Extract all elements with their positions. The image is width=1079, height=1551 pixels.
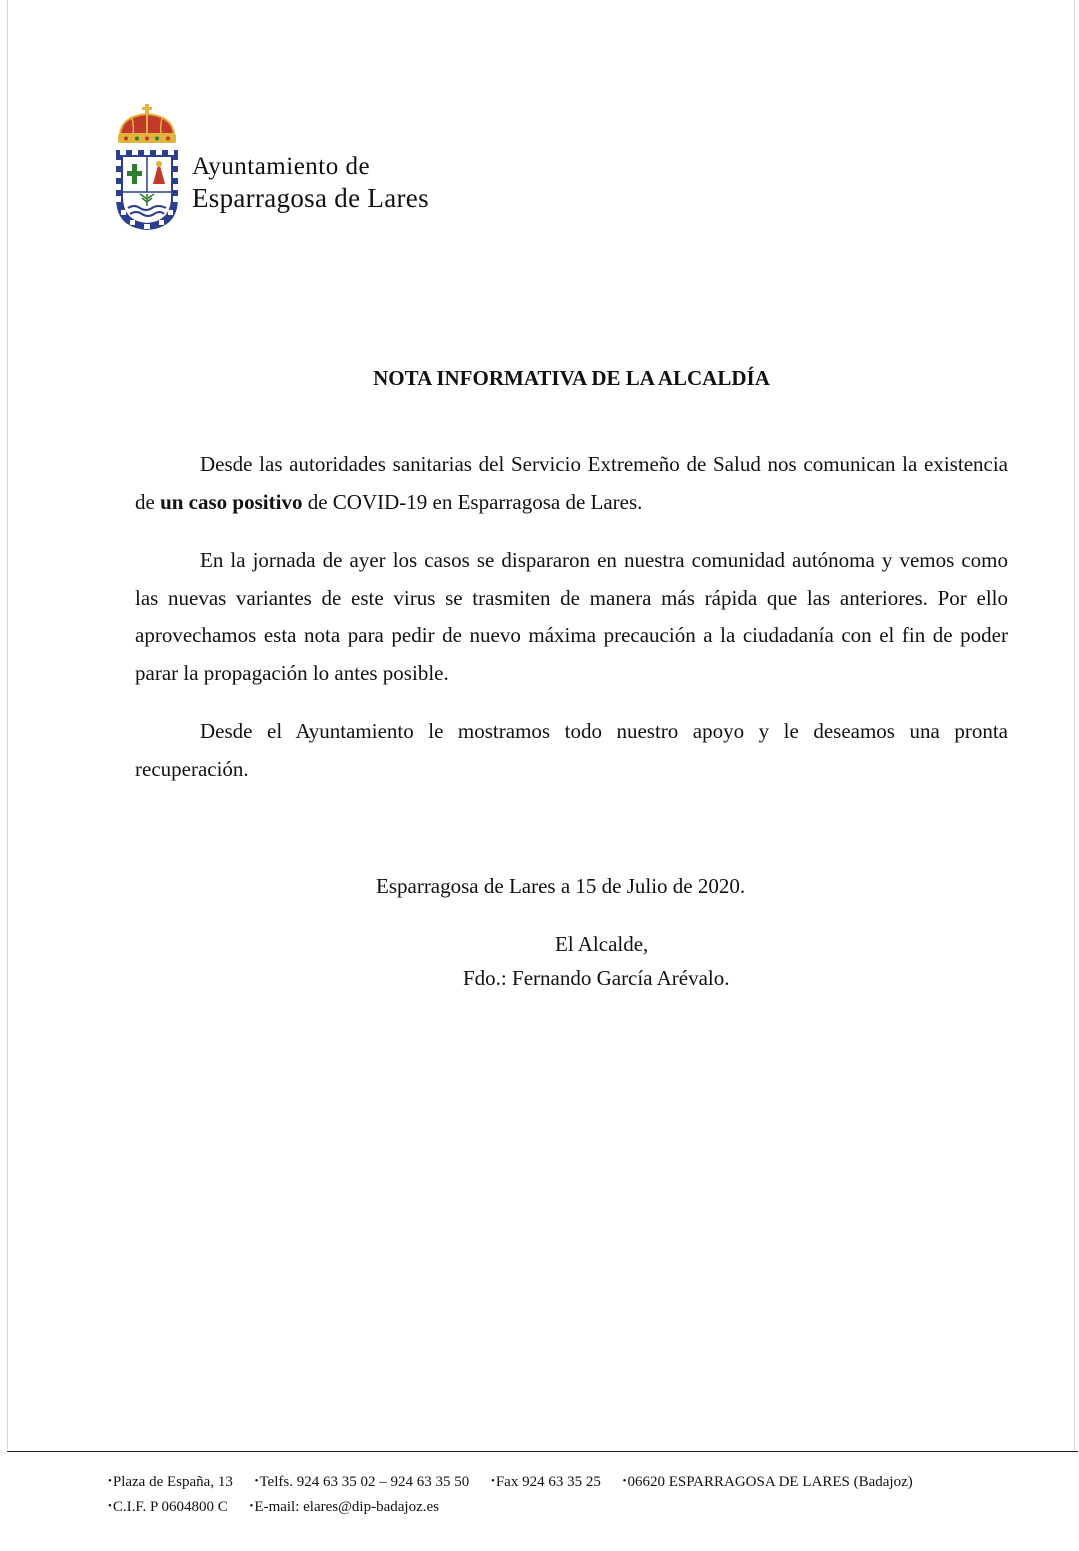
footer-fax-text: Fax 924 63 35 25	[495, 1474, 601, 1490]
footer-postal	[623, 1469, 913, 1494]
footer-address-text: Plaza de España, 13	[112, 1474, 233, 1490]
paragraph-1-start: Desde las autoridades sanitarias del Servicio Extremeño de Salud nos comunican la existencia de	[135, 452, 1008, 514]
footer-cif-text: C.I.F. P 0604800 C	[112, 1499, 228, 1515]
footer-phones-text: Telfs. 924 63 35 02 – 924 63 35 50	[259, 1474, 470, 1490]
bullet-icon: •	[249, 1500, 254, 1512]
footer-address	[108, 1469, 233, 1494]
footer-email-text: E-mail: elares@dip-badajoz.es	[254, 1499, 439, 1515]
bullet-icon: •	[108, 1475, 112, 1487]
paragraph-1-emphasis: un caso positivo	[160, 489, 303, 514]
paragraph-3: Desde el Ayuntamiento le mostramos todo nuestro apoyo y le deseamos una pronta recuperación.	[135, 719, 1008, 781]
letterhead	[112, 104, 429, 234]
footer-phones	[255, 1469, 470, 1494]
bullet-icon: •	[490, 1475, 495, 1487]
paragraph-1-end: de COVID-19 en Esparragosa de Lares.	[302, 489, 643, 514]
document-title: NOTA INFORMATIVA DE LA ALCALDÍA	[373, 366, 770, 390]
footer-fax	[491, 1469, 601, 1494]
bullet-icon: •	[254, 1475, 259, 1487]
signature-name: Fdo.: Fernando García Arévalo.	[463, 966, 730, 990]
bullet-icon: •	[108, 1500, 112, 1512]
footer	[108, 1469, 931, 1519]
organization-line-1: Ayuntamiento de	[192, 153, 371, 180]
coat-of-arms-icon	[112, 104, 182, 232]
document-body	[135, 446, 1008, 809]
footer-row-1	[108, 1469, 931, 1494]
page-edge-right	[1074, 0, 1075, 1450]
organization-name	[192, 152, 429, 214]
footer-divider	[7, 1451, 1078, 1452]
date-line: Esparragosa de Lares a 15 de Julio de 2020.	[376, 874, 746, 898]
footer-cif	[108, 1494, 228, 1519]
footer-postal-text: 06620 ESPARRAGOSA DE LARES (Badajoz)	[627, 1474, 913, 1490]
page-edge-left	[7, 0, 8, 1450]
paragraph-1	[135, 446, 1008, 521]
bullet-icon: •	[622, 1475, 627, 1487]
paragraph-2: En la jornada de ayer los casos se dispararon en nuestra comunidad autónoma y vemos como las nuevas variantes de este virus se trasmiten de manera más rápida que las anteriores. Por ello aprovechamos esta nota para pedir de nuevo máxima precaución a la ciudadanía con el fin de poder parar la propagación lo antes posible.	[135, 548, 1008, 685]
signature-role: El Alcalde,	[555, 932, 649, 956]
footer-email	[250, 1494, 439, 1519]
organization-line-2: Esparragosa de Lares	[192, 183, 429, 213]
footer-row-2	[108, 1494, 931, 1519]
